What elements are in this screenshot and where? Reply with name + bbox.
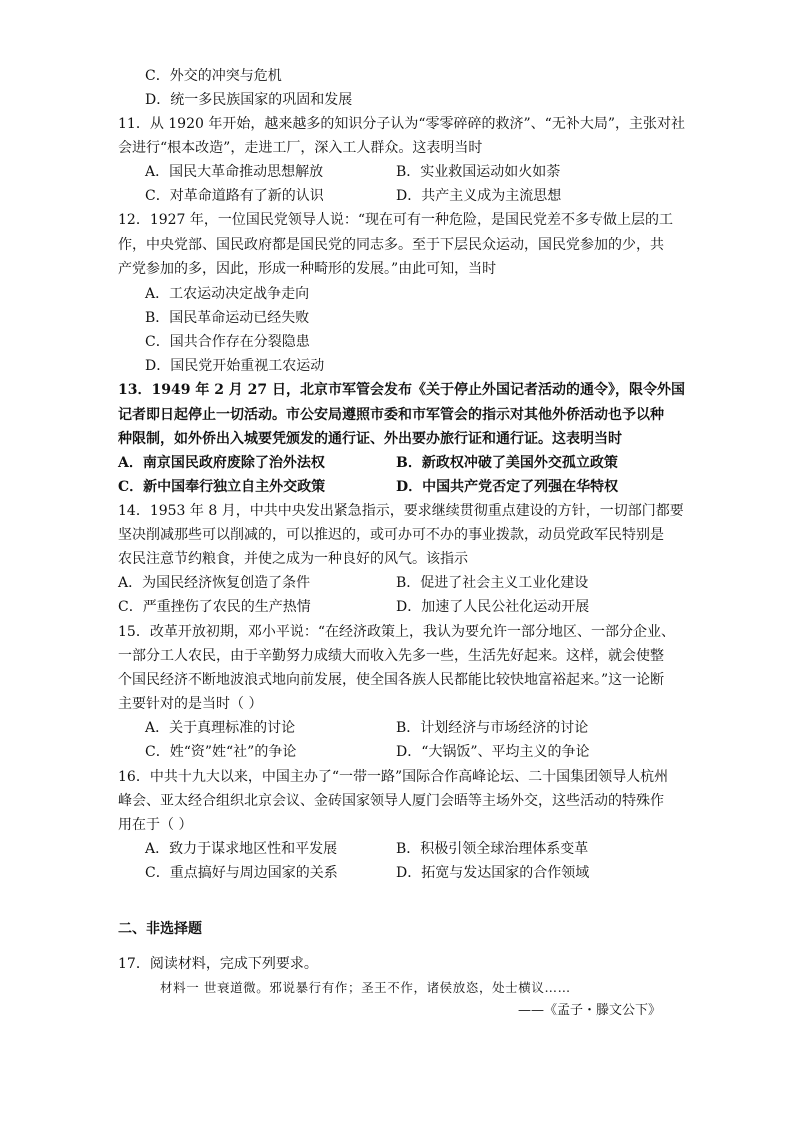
q14-option-c: C．严重挫伤了农民的生产热情 <box>118 599 311 615</box>
q11-stem-line2: 会进行“根本改造”，走进工厂，深入工人群众。这表明当时 <box>118 140 483 156</box>
q16-stem-line2: 峰会、亚太经合组织北京会议、金砖国家领导人厦门会晤等主场外交，这些活动的特殊作 <box>118 793 664 809</box>
q15-option-d: D．“大锅饭”、平均主义的争论 <box>396 744 590 760</box>
q12-option-b: B．国民革命运动已经失败 <box>145 310 310 326</box>
q12-option-d: D．国民党开始重视工农运动 <box>145 358 325 374</box>
q11-stem-line1: 11．从 1920 年开始，越来越多的知识分子认为“零零碎碎的救济”、“无补大局”，主张对社 <box>118 116 685 132</box>
q13-option-b: B．新政权冲破了美国外交孤立政策 <box>396 455 618 471</box>
q14-option-b: B．促进了社会主义工业化建设 <box>396 575 589 591</box>
q16-option-a: A．致力于谋求地区性和平发展 <box>145 841 338 857</box>
q13-option-c: C．新中国奉行独立自主外交政策 <box>118 479 326 495</box>
q17-stem: 17．阅读材料，完成下列要求。 <box>118 956 318 972</box>
q15-stem-line4: 主要针对的是当时（ ） <box>118 696 263 712</box>
q16-stem-line3: 用在于（ ） <box>118 817 193 833</box>
q13-option-a: A．南京国民政府废除了治外法权 <box>118 455 325 471</box>
q11-option-a: A．国民大革命推动思想解放 <box>145 164 324 180</box>
q15-stem-line1: 15．改革开放初期，邓小平说：“在经济政策上，我认为要允许一部分地区、一部分企业、 <box>118 624 675 640</box>
q16-option-b: B．积极引领全球治理体系变革 <box>396 841 589 857</box>
q16-option-d: D．拓宽与发达国家的合作领域 <box>396 865 590 881</box>
q13-option-d: D．中国共产党否定了列强在华特权 <box>396 479 619 495</box>
q11-option-d: D．共产主义成为主流思想 <box>396 188 562 204</box>
q16-option-c: C．重点搞好与周边国家的关系 <box>145 865 338 881</box>
q12-stem-line1: 12．1927 年，一位国民党领导人说：“现在可有一种危险，是国民党差不多专做上层的工 <box>118 212 674 228</box>
q15-stem-line2: 一部分工人农民，由于辛勤努力成绩大而收入先多一些，生活先好起来。这样，就会使整 <box>118 648 664 664</box>
q14-option-a: A．为国民经济恢复创造了条件 <box>118 575 311 591</box>
q11-option-b: B．实业救国运动如火如荼 <box>396 164 561 180</box>
q12-option-c: C．国共合作存在分裂隐患 <box>145 334 310 350</box>
q10-option-c: C．外交的冲突与危机 <box>145 68 282 84</box>
section-title-non-choice: 二、非选择题 <box>118 921 202 937</box>
q15-option-a: A．关于真理标准的讨论 <box>145 720 296 736</box>
q15-stem-line3: 个国民经济不断地波浪式地向前发展，使全国各族人民都能比较快地富裕起来。”这一论断 <box>118 672 665 688</box>
q13-stem-line2: 记者即日起停止一切活动。市公安局遵照市委和市军管会的指示对其他外侨活动也予以种 <box>118 407 664 423</box>
q12-stem-line2: 作，中央党部、国民政府都是国民党的同志多。至于下层民众运动，国民党参加的少，共 <box>118 237 664 253</box>
q10-option-d: D．统一多民族国家的巩固和发展 <box>145 92 353 108</box>
q12-stem-line3: 产党参加的多，因此，形成一种畸形的发展。”由此可知，当时 <box>118 261 497 277</box>
q16-stem-line1: 16．中共十九大以来，中国主办了“一带一路”国际合作高峰论坛、二十国集团领导人杭州 <box>118 769 669 785</box>
q11-option-c: C．对革命道路有了新的认识 <box>145 188 324 204</box>
q15-option-b: B．计划经济与市场经济的讨论 <box>396 720 589 736</box>
q14-stem-line3: 农民注意节约粮食，并使之成为一种良好的风气。该指示 <box>118 551 468 567</box>
q13-stem-line1: 13．1949 年 2 月 27 日，北京市军管会发布《关于停止外国记者活动的通令》，限令外国 <box>118 382 686 398</box>
q14-option-d: D．加速了人民公社化运动开展 <box>396 599 590 615</box>
q14-stem-line1: 14．1953 年 8 月，中共中央发出紧急指示，要求继续贯彻重点建设的方针，一切部门都要 <box>118 503 684 519</box>
q12-option-a: A．工农运动决定战争走向 <box>145 286 310 302</box>
q17-material-1-source: ——《孟子・滕文公下》 <box>518 1003 662 1018</box>
q17-material-1: 材料一 世衰道微。邪说暴行有作；圣王不作，诸侯放恣，处士横议…… <box>160 980 571 995</box>
q13-stem-line3: 种限制，如外侨出入城要凭颁发的通行证、外出要办旅行证和通行证。这表明当时 <box>118 431 622 447</box>
q14-stem-line2: 坚决削减那些可以削减的，可以推迟的，或可办可不办的事业拨款，动员党政军民特别是 <box>118 527 664 543</box>
q15-option-c: C．姓“资”姓“社”的争论 <box>145 744 297 760</box>
